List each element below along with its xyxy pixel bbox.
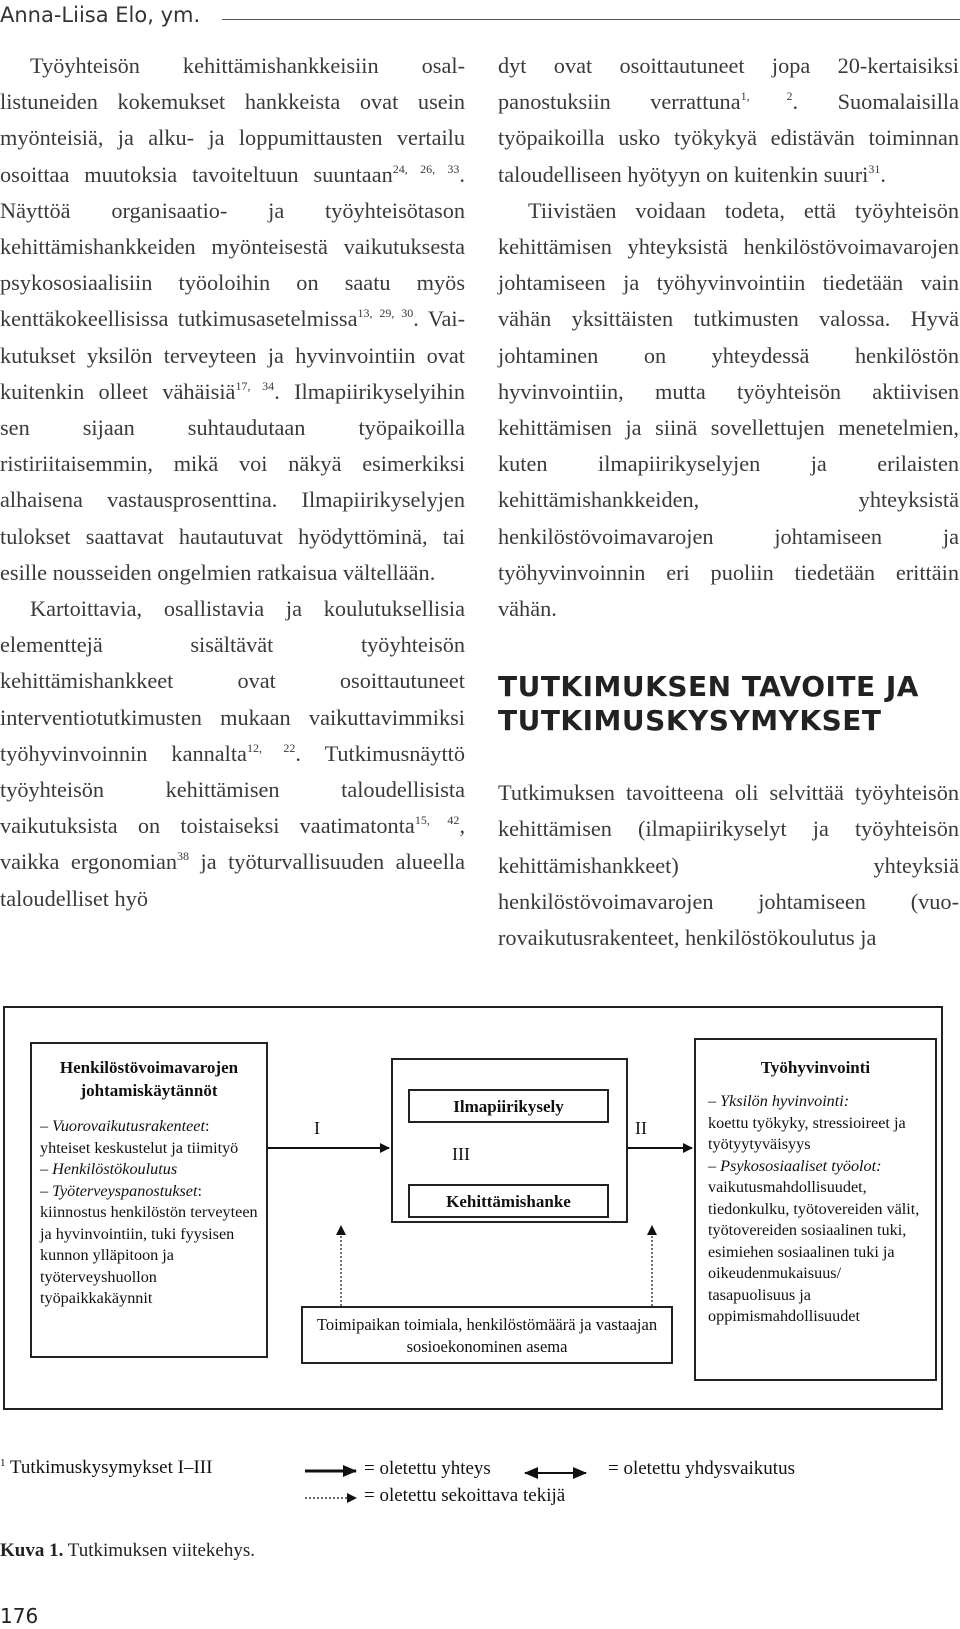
- hr-practices-box: [30, 1042, 268, 1358]
- text-run: . Suomalaisilla työpaikoilla usko työkykyä edistävän toiminnan taloudelliseen hyötyyn on kuitenkin suuri: [498, 89, 960, 187]
- item-title: – Vuorovaikutusrakenteet: [40, 1117, 205, 1135]
- section-heading: [498, 670, 959, 738]
- page-number: 176: [0, 1604, 39, 1628]
- box-label: Kehittämishanke: [446, 1192, 571, 1211]
- item-text: : kiinnostus henkilöstön terveyteen ja hyvinvointiin, tuki fyysisen kunnon ylläpitoon ja työterveyshuollon työpaikkakäynnit: [40, 1181, 258, 1307]
- question-label-II: II: [635, 1118, 647, 1138]
- item-title: – Psykososiaaliset työolot:: [708, 1156, 882, 1175]
- wellbeing-box: [694, 1038, 937, 1381]
- text-run: Kartoittavia, osallistavia ja koulutuksellisia elementtejä sisältävät työyhteisön kehittämishankkeet ovat osoittautuneet interventiotutkimusten mukaan vaikuttavimmiksi työhyvinvoinnin kannalta: [0, 596, 465, 766]
- item-title: – Yksilön hyvinvointi:: [708, 1092, 850, 1110]
- text-run: .: [880, 161, 886, 187]
- legend-questions: [0, 1457, 212, 1479]
- text-column-left: [0, 48, 465, 917]
- citation: 24, 26, 33: [392, 161, 460, 176]
- text-run: dyt ovat osoittautuneet jopa 20-kertaisiksi panostuksiin verrattuna: [498, 53, 959, 115]
- legend-arrow-label: = oletettu yhteys: [364, 1458, 491, 1479]
- legend-dotted-arrow-label: = oletettu sekoittava tekijä: [364, 1485, 566, 1506]
- text-run: . Näyttöä organisaatio- ja työyhteisötason kehittämishankkeiden myönteisestä vaikutuksesta psykososiaalisiin työoloihin on saatu myös kenttäkokeellisissa tutkimusasetelmissa: [0, 161, 465, 332]
- header-rule: [222, 19, 960, 20]
- text-run: ja työturvallisuuden alueella taloudelliset hyö: [0, 849, 465, 911]
- question-label-III: III: [452, 1144, 470, 1164]
- box-label: Ilmapiirikysely: [453, 1097, 564, 1116]
- caption-label: Kuva 1.: [0, 1540, 64, 1561]
- paragraph: Tutkimuksen tavoitteena oli selvittää työyhteisön kehittämisen (ilmapiirikyselyt ja työyhteisön kehittämishankkeet) yhteyksiä henkilöstövoimavarojen johtamiseen (vuorovaikutusrakenteet, henkilöstökoulutus ja: [498, 780, 959, 951]
- paragraph: [0, 591, 465, 917]
- figure-caption: [0, 1540, 255, 1562]
- text-run: Työyhteisön kehittämishankkeisiin osallistuneiden kokemukset hankkeista ovat usein myönteisiä, ja alku- ja loppumittausten vertailu osoittaa muutoksia tavoiteltuun suuntaan: [0, 53, 465, 187]
- paragraph: [0, 48, 465, 591]
- footnote-mark: 1: [0, 1457, 6, 1469]
- heading-line: TUTKIMUSKYSYMYKSET: [498, 704, 882, 738]
- box-body: [708, 1091, 923, 1328]
- author-line: Anna-Liisa Elo, ym.: [0, 3, 210, 27]
- text-column-right: [498, 48, 959, 956]
- figure-legend: [0, 1457, 960, 1527]
- legend-text: Tutkimuskysymykset I–III: [9, 1457, 213, 1478]
- paragraph: Tiivistäen voidaan todeta, että työyhteisön kehittämisen yhteyksistä henkilöstövoimavarojen johtamiseen ja työhyvinvointiin tiedetään vain vähän yksittäisten tutkimusten valossa. Hyvä johtaminen on yhteydessä henkilöstön hyvinvointiin, mutta työyhteisön aktiivisen kehittämisen ja siinä sovellettujen menetelmien, kuten ilmapiirikyselyjen ja erilaisten kehittämishankkeiden, yhteyksistä henkilöstövoimavarojen johtamiseen ja työhyvinvoinnin eri puoliin tiedetään erittäin vähän.: [498, 197, 959, 622]
- citation: 1, 2: [740, 89, 793, 104]
- box-body: [40, 1116, 258, 1310]
- text-run: , vaikka ergonomian: [0, 813, 466, 875]
- framework-figure: [3, 1006, 943, 1410]
- question-label-I: I: [314, 1118, 320, 1138]
- item-title: – Henkilöstökoulutus: [40, 1160, 178, 1178]
- citation: 13, 29, 30: [357, 306, 414, 321]
- caption-text: Tutkimuksen viitekehys.: [63, 1540, 255, 1561]
- citation: 15, 42: [414, 813, 460, 828]
- running-header: [0, 3, 960, 33]
- text-run: . Ilmapiirikyselyihin sen sijaan suhtaudutaan työpaikoilla ristiriitaisemmin, mikä voi näkyä esimerkiksi alhaisena vastausprosenttina. Ilmapiirikyselyjen tulokset saattavat hautautuvat hyödyttöminä, tai esille nousseiden ongelmien ratkaisua vältellään.: [0, 378, 465, 585]
- legend-double-arrow-label: = oletettu yhdysvaikutus: [608, 1458, 795, 1479]
- ilmapiirikysely-box: [408, 1089, 609, 1123]
- citation: 38: [177, 849, 190, 864]
- text-run: . Vaikutukset yksilön terveyteen ja hyvinvointiin ovat kuitenkin olleet vähäisiä: [0, 306, 465, 404]
- text-run: . Tutkimusnäyttö työyhteisön kehittämisen taloudellisista vaikutuksista on toistaiseksi vaatimatonta: [0, 740, 465, 839]
- kehittamishanke-box: [408, 1184, 609, 1218]
- confounders-box: Toimipaikan toimiala, henkilöstömäärä ja vastaajan sosioekonominen asema: [301, 1306, 673, 1364]
- item-text: vaikutusmahdollisuudet, tiedonkulku, työtovereiden välit, työtovereiden sosiaalinen tuki, esimiehen sosiaalinen tuki ja oikeudenmukaisuus/ tasapuolisuus ja oppimismahdollisuudet: [708, 1178, 920, 1325]
- box-title: Henkilöstövoimavarojen johtamiskäytännöt: [59, 1058, 239, 1100]
- item-text: : yhteiset keskustelut ja tiimityö: [40, 1117, 239, 1157]
- heading-line: TUTKIMUKSEN TAVOITE JA: [498, 670, 919, 704]
- citation: 12, 22: [246, 740, 296, 755]
- citation: 17, 34: [235, 378, 275, 393]
- item-text: koettu työkyky, stressioireet ja työtyytyväisyys: [708, 1113, 906, 1153]
- item-title: – Työterveyspanostukset: [40, 1181, 198, 1200]
- paragraph: [498, 48, 959, 193]
- box-title: Työhyvinvointi: [760, 1058, 871, 1077]
- citation: 31: [868, 161, 881, 176]
